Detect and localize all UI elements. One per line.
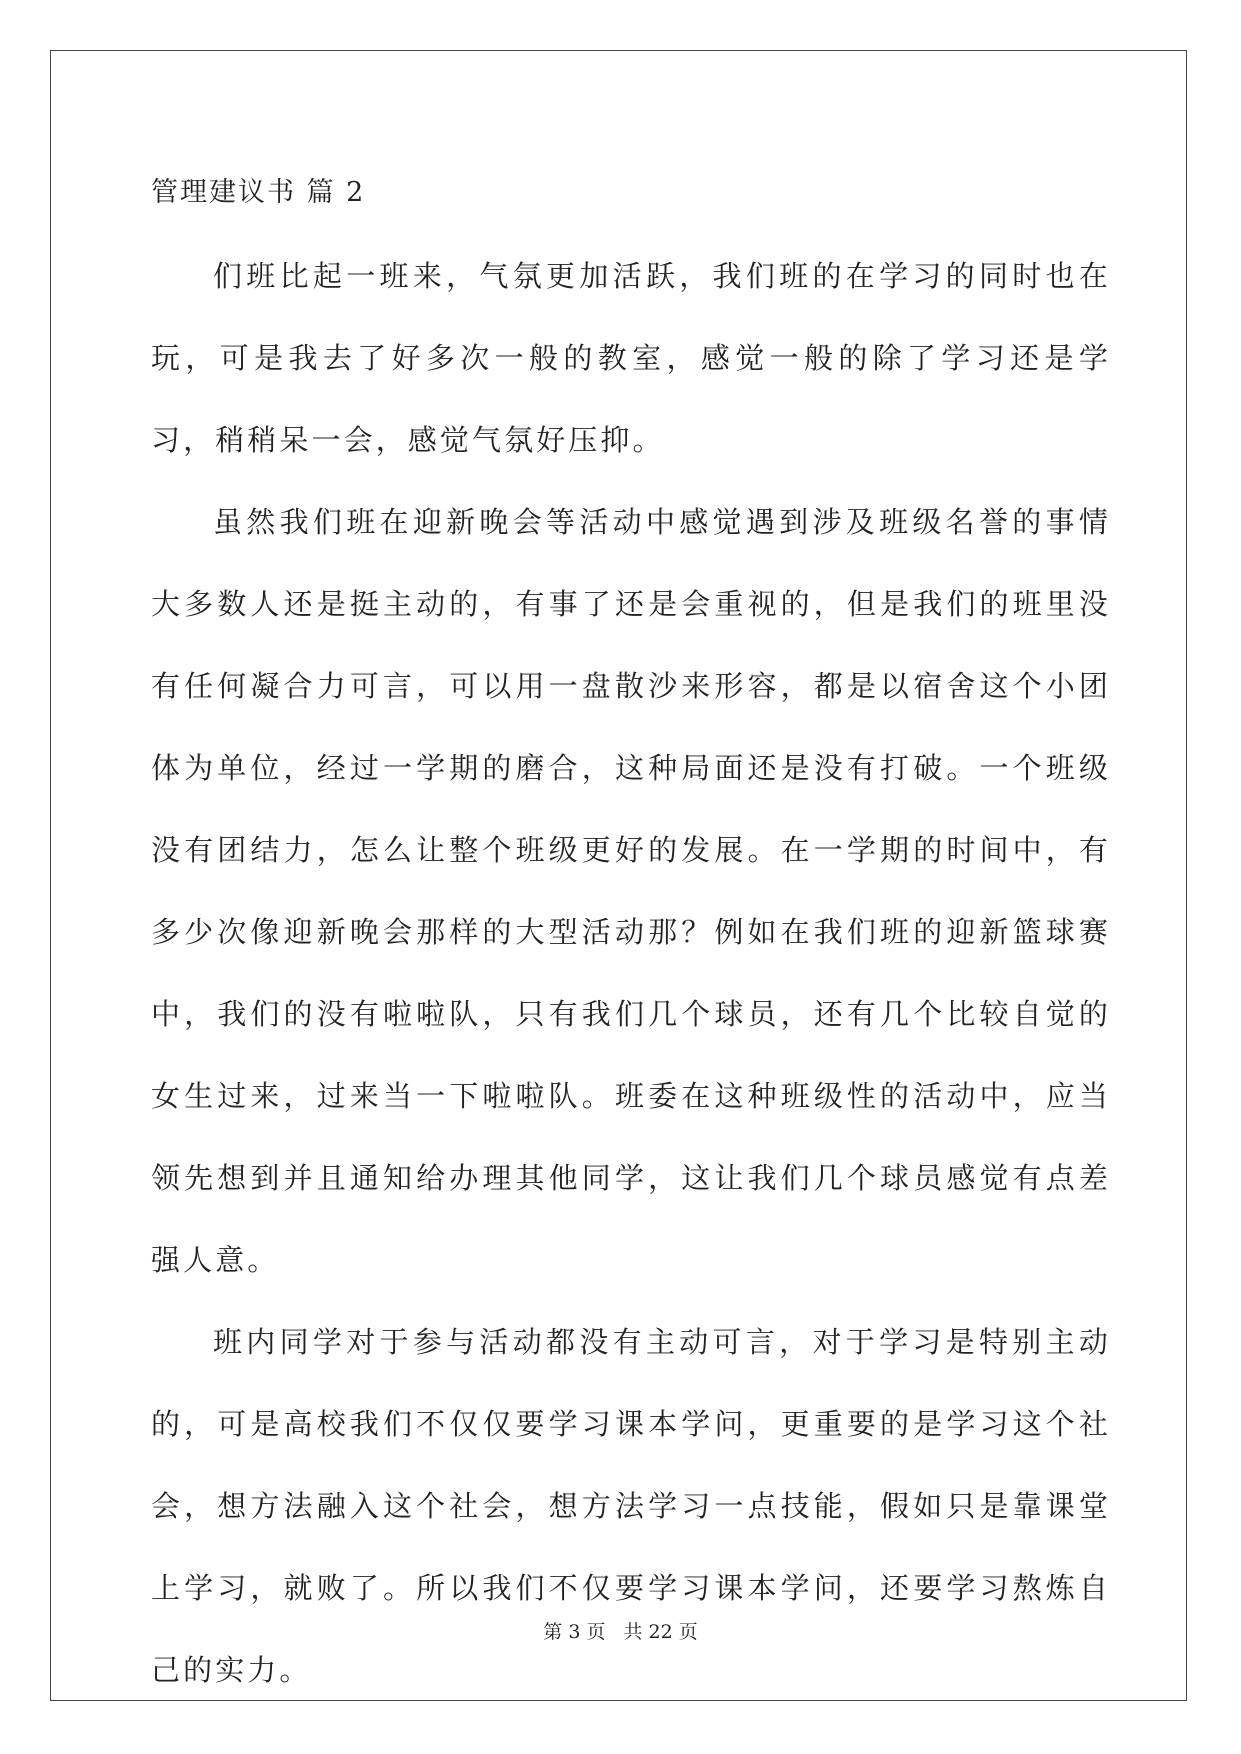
- page-footer: [0, 1620, 1241, 1644]
- page-number: 第 3 页: [543, 1621, 606, 1643]
- paragraph: 虽然我们班在迎新晚会等活动中感觉遇到涉及班级名誉的事情大多数人还是挺主动的，有事了还是会重视的，但是我们的班里没有任何凝合力可言，可以用一盘散沙来形容，都是以宿舍这个小团体为单位，经过一学期的磨合，这种局面还是没有打破。一个班级没有团结力，怎么让整个班级更好的发展。在一学期的时间中，有多少次像迎新晚会那样的大型活动那？例如在我们班的迎新篮球赛中，我们的没有啦啦队，只有我们几个球员，还有几个比较自觉的女生过来，过来当一下啦啦队。班委在这种班级性的活动中，应当领先想到并且通知给办理其他同学，这让我们几个球员感觉有点差强人意。: [151, 505, 1111, 1277]
- page-total: 共 22 页: [623, 1621, 698, 1643]
- document-body: [151, 163, 1111, 1711]
- document-heading: 管理建议书 篇 2: [151, 177, 366, 208]
- paragraph: 班内同学对于参与活动都没有主动可言，对于学习是特别主动的，可是高校我们不仅仅要学习课本学问，更重要的是学习这个社会，想方法融入这个社会，想方法学习一点技能，假如只是靠课堂上学习，就败了。所以我们不仅要学习课本学问，还要学习熬炼自己的实力。: [151, 1325, 1111, 1687]
- paragraph: 们班比起一班来，气氛更加活跃，我们班的在学习的同时也在玩，可是我去了好多次一般的教室，感觉一般的除了学习还是学习，稍稍呆一会，感觉气氛好压抑。: [151, 259, 1111, 457]
